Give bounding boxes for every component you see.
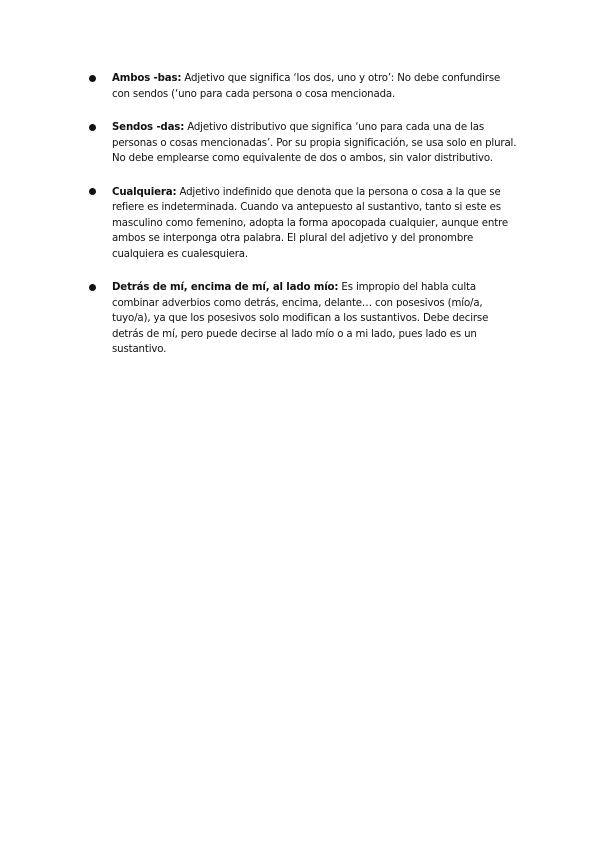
entry-text: Adjetivo que significa ‘los dos, uno y otro’: No debe confundirse con sendos (‘uno para cada persona o cosa mencionada. — [112, 73, 501, 100]
list-item-detras-de-mi — [88, 280, 518, 358]
entry-term: Cualquiera: — [112, 186, 177, 198]
entry-text: Es impropio del habla culta combinar adverbios como detrás, encima, delante… con posesivos (mío/a, tuyo/a), ya que los posesivos solo modifican a los sustantivos. Debe decirse detrás de mí, pero puede decirse al lado mío o a mi lado, pues lado es un sustantivo. — [112, 282, 489, 355]
entry-text: Adjetivo distributivo que significa ‘uno para cada una de las personas o cosas mencionadas’. Por su propia significación, se usa solo en plural. No debe emplearse como equivalente de dos o ambos, sin valor distributivo. — [112, 122, 517, 164]
bullet-icon — [89, 284, 96, 291]
bullet-icon — [89, 75, 96, 82]
entry-term: Ambos -bas: — [112, 73, 182, 84]
list-item-sendos — [88, 120, 518, 167]
bullet-icon — [89, 188, 96, 195]
entry-term: Detrás de mí, encima de mí, al lado mío: — [112, 282, 339, 293]
list-item-cualquiera — [88, 185, 518, 263]
list-item-ambos — [88, 71, 518, 102]
definition-list — [88, 71, 518, 376]
entry-term: Sendos -das: — [112, 122, 185, 133]
entry-text: Adjetivo indefinido que denota que la persona o cosa a la que se refiere es indeterminada. Cuando va antepuesto al sustantivo, tanto si este es masculino como femenino, adopta la forma apocopada cualquier, aunque entre ambos se interponga otra palabra. El plural del adjetivo y del pronombre cualquiera es cualesquiera. — [112, 186, 508, 260]
bullet-icon — [89, 124, 96, 131]
